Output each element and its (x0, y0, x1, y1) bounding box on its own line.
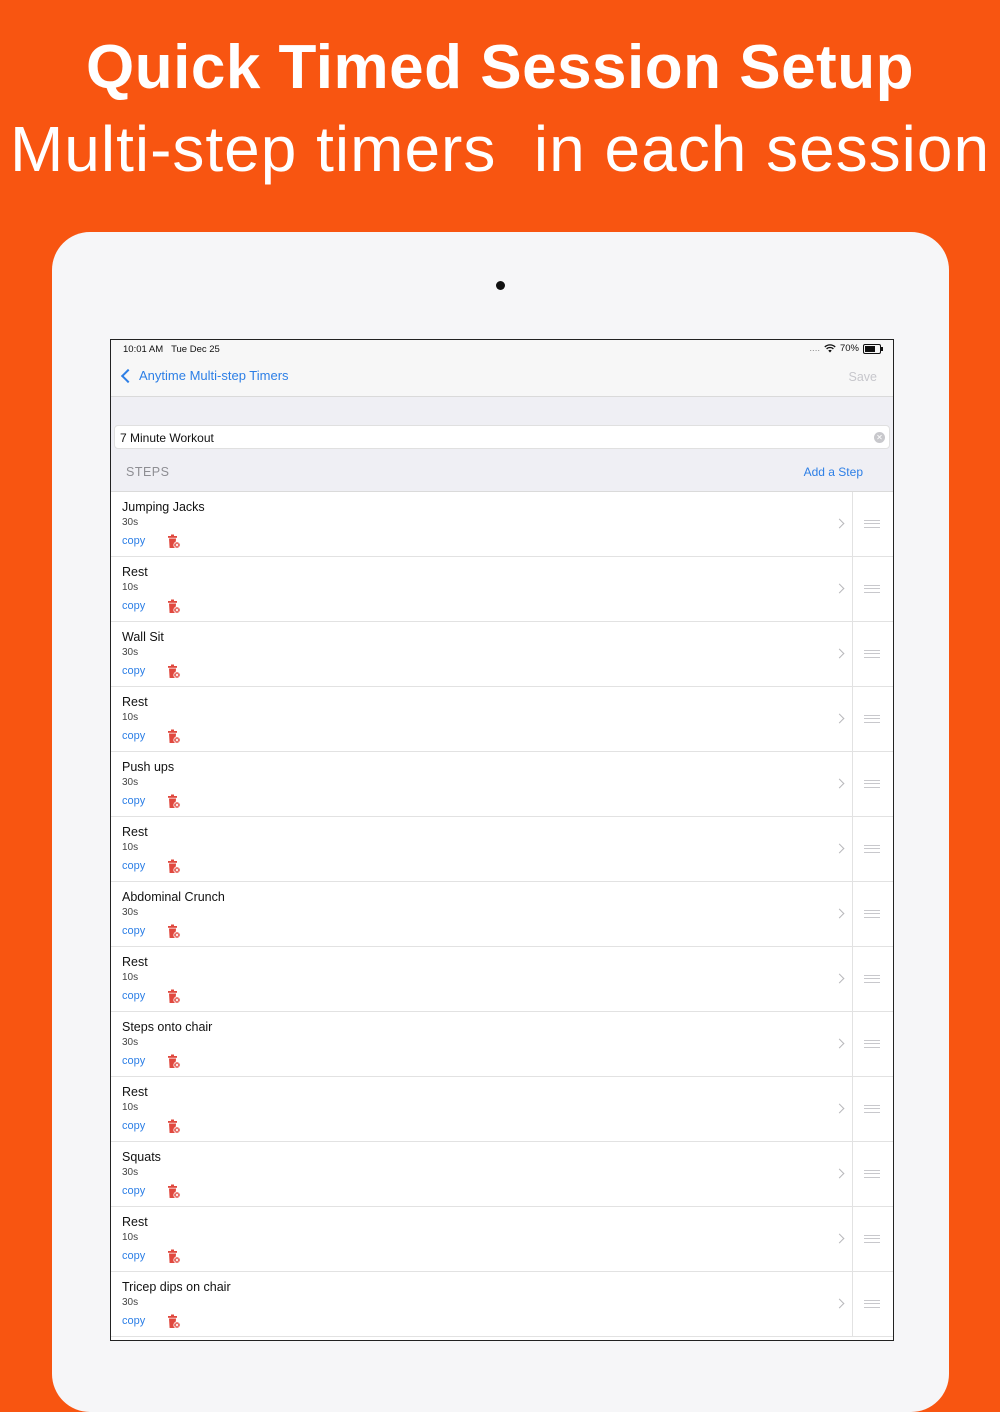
delete-trash-icon[interactable] (167, 664, 181, 679)
delete-trash-icon[interactable] (167, 794, 181, 809)
step-row[interactable] (111, 1207, 893, 1272)
session-name-field[interactable] (114, 425, 890, 449)
drag-grip-icon (864, 650, 880, 658)
reorder-handle[interactable] (852, 1272, 893, 1336)
step-row[interactable] (111, 1012, 893, 1077)
copy-button[interactable]: copy (122, 665, 146, 677)
chevron-right-icon (835, 1104, 845, 1114)
copy-button[interactable]: copy (122, 1185, 146, 1197)
step-duration: 10s (122, 712, 139, 723)
step-row[interactable] (111, 1077, 893, 1142)
delete-trash-icon[interactable] (167, 1314, 181, 1329)
camera-dot (496, 281, 505, 290)
drag-grip-icon (864, 845, 880, 853)
step-name: Jumping Jacks (122, 500, 205, 514)
copy-button[interactable]: copy (122, 860, 146, 872)
reorder-handle[interactable] (852, 622, 893, 686)
copy-button[interactable]: copy (122, 1250, 146, 1262)
back-label: Anytime Multi-step Timers (139, 368, 289, 383)
delete-trash-icon[interactable] (167, 859, 181, 874)
navigation-bar (111, 358, 893, 396)
clear-icon[interactable]: ✕ (874, 432, 885, 443)
step-name: Rest (122, 1085, 148, 1099)
drag-grip-icon (864, 1300, 880, 1308)
chevron-right-icon (835, 909, 845, 919)
step-name: Abdominal Crunch (122, 890, 225, 904)
drag-grip-icon (864, 585, 880, 593)
drag-grip-icon (864, 1040, 880, 1048)
step-duration: 30s (122, 907, 139, 918)
step-row[interactable] (111, 687, 893, 752)
copy-button[interactable]: copy (122, 990, 146, 1002)
battery-icon (863, 344, 881, 354)
copy-button[interactable]: copy (122, 730, 146, 742)
reorder-handle[interactable] (852, 817, 893, 881)
step-name: Squats (122, 1150, 161, 1164)
step-row[interactable] (111, 882, 893, 947)
steps-list (111, 492, 893, 1337)
step-row[interactable] (111, 752, 893, 817)
drag-grip-icon (864, 1235, 880, 1243)
status-bar (111, 340, 893, 358)
delete-trash-icon[interactable] (167, 1249, 181, 1264)
copy-button[interactable]: copy (122, 1120, 146, 1132)
step-duration: 10s (122, 842, 139, 853)
step-name: Rest (122, 1215, 148, 1229)
battery-percent: 70% (839, 343, 859, 354)
step-name: Rest (122, 695, 148, 709)
step-row[interactable] (111, 947, 893, 1012)
step-name: Rest (122, 955, 148, 969)
step-row[interactable] (111, 557, 893, 622)
copy-button[interactable]: copy (122, 795, 146, 807)
copy-button[interactable]: copy (122, 1315, 146, 1327)
reorder-handle[interactable] (852, 947, 893, 1011)
step-name: Tricep dips on chair (122, 1280, 231, 1294)
drag-grip-icon (864, 780, 880, 788)
status-date: Tue Dec 25 (171, 344, 220, 355)
drag-grip-icon (864, 1170, 880, 1178)
chevron-right-icon (835, 519, 845, 529)
step-duration: 30s (122, 1297, 139, 1308)
steps-title: STEPS (126, 465, 170, 479)
reorder-handle[interactable] (852, 752, 893, 816)
reorder-handle[interactable] (852, 557, 893, 621)
section-spacer (111, 396, 893, 423)
step-duration: 10s (122, 972, 139, 983)
chevron-right-icon (835, 779, 845, 789)
delete-trash-icon[interactable] (167, 989, 181, 1004)
wifi-icon (824, 344, 836, 353)
chevron-right-icon (835, 649, 845, 659)
banner-title: Quick Timed Session Setup (86, 33, 914, 102)
delete-trash-icon[interactable] (167, 534, 181, 549)
delete-trash-icon[interactable] (167, 599, 181, 614)
steps-section-header (111, 453, 893, 492)
step-name: Push ups (122, 760, 175, 774)
step-row[interactable] (111, 817, 893, 882)
chevron-right-icon (835, 714, 845, 724)
reorder-handle[interactable] (852, 492, 893, 556)
step-row[interactable] (111, 1142, 893, 1207)
drag-grip-icon (864, 520, 880, 528)
drag-grip-icon (864, 975, 880, 983)
chevron-left-icon (121, 368, 135, 382)
step-duration: 10s (122, 1232, 139, 1243)
session-name-row (111, 423, 893, 453)
chevron-right-icon (835, 974, 845, 984)
session-name-value: 7 Minute Workout (120, 431, 214, 445)
delete-trash-icon[interactable] (167, 924, 181, 939)
chevron-right-icon (835, 1169, 845, 1179)
step-duration: 30s (122, 777, 139, 788)
banner-subtitle: Multi-step timers in each session (9, 113, 991, 185)
save-button[interactable]: Save (848, 370, 877, 384)
step-name: Rest (122, 825, 148, 839)
chevron-right-icon (835, 584, 845, 594)
step-duration: 30s (122, 1167, 139, 1178)
chevron-right-icon (835, 1039, 845, 1049)
step-name: Rest (122, 565, 148, 579)
status-indicators (809, 343, 881, 354)
status-time (123, 344, 220, 355)
copy-button[interactable]: copy (122, 535, 146, 547)
step-name: Wall Sit (122, 630, 164, 644)
step-duration: 30s (122, 647, 139, 658)
reorder-handle[interactable] (852, 882, 893, 946)
step-row[interactable] (111, 622, 893, 687)
delete-trash-icon[interactable] (167, 1119, 181, 1134)
step-duration: 10s (122, 582, 139, 593)
reorder-handle[interactable] (852, 1077, 893, 1141)
step-duration: 10s (122, 1102, 139, 1113)
drag-grip-icon (864, 715, 880, 723)
step-duration: 30s (122, 517, 139, 528)
copy-button[interactable]: copy (122, 925, 146, 937)
step-row[interactable] (111, 1272, 893, 1337)
copy-button[interactable]: copy (122, 1055, 146, 1067)
app-screen (110, 339, 894, 1341)
step-name: Steps onto chair (122, 1020, 213, 1034)
drag-grip-icon (864, 1105, 880, 1113)
copy-button[interactable]: copy (122, 600, 146, 612)
reorder-handle[interactable] (852, 1142, 893, 1206)
signal-icon: .... (809, 343, 820, 354)
delete-trash-icon[interactable] (167, 729, 181, 744)
delete-trash-icon[interactable] (167, 1054, 181, 1069)
status-clock: 10:01 AM (123, 344, 164, 355)
reorder-handle[interactable] (852, 1012, 893, 1076)
reorder-handle[interactable] (852, 687, 893, 751)
step-duration: 30s (122, 1037, 139, 1048)
add-step-button[interactable]: Add a Step (803, 465, 863, 479)
drag-grip-icon (864, 910, 880, 918)
delete-trash-icon[interactable] (167, 1184, 181, 1199)
chevron-right-icon (835, 1299, 845, 1309)
reorder-handle[interactable] (852, 1207, 893, 1271)
chevron-right-icon (835, 1234, 845, 1244)
chevron-right-icon (835, 844, 845, 854)
step-row[interactable] (111, 492, 893, 557)
back-button[interactable] (119, 368, 289, 383)
